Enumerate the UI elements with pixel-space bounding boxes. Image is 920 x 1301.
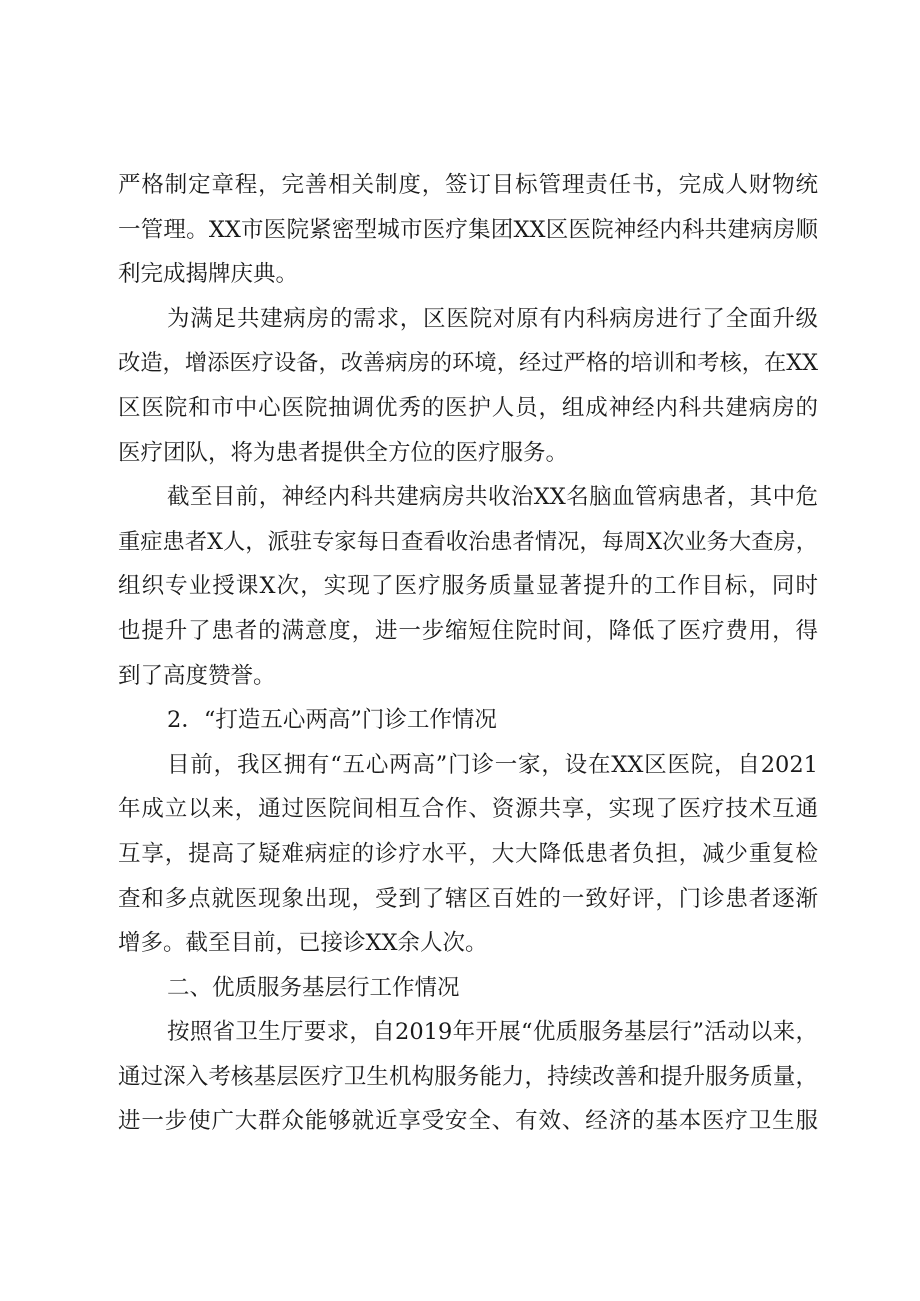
text-line: 通过深入考核基层医疗卫生机构服务能力，持续改善和提升服务质量， [118, 1063, 818, 1090]
text-line: 改造，增添医疗设备，改善病房的环境，经过严格的培训和考核，在XX [118, 350, 818, 377]
paragraph [118, 1010, 818, 1144]
text-line: 为满足共建病房的需求，区医院对原有内科病房进行了全面升级 [167, 305, 818, 332]
text-line: 进一步使广大群众能够就近享受安全、有效、经济的基本医疗卫生服 [118, 1108, 818, 1135]
text-line: 严格制定章程，完善相关制度，签订目标管理责任书，完成人财物统 [118, 172, 818, 198]
paragraph [118, 163, 818, 297]
text-line: 按照省卫生厅要求，自2019年开展“优质服务基层行”活动以来， [167, 1019, 818, 1046]
text-line: 到了高度赞誉。 [118, 662, 276, 689]
document-body [118, 163, 818, 1144]
text-line: 利完成揭牌庆典。 [118, 261, 299, 288]
paragraph [118, 743, 818, 966]
section-title: 二、优质服务基层行工作情况 [167, 974, 460, 1001]
subsection-heading [118, 698, 818, 743]
text-line: 区医院和市中心医院抽调优秀的医护人员，组成神经内科共建病房的 [118, 394, 818, 421]
text-line: 也提升了患者的满意度，进一步缩短住院时间，降低了医疗费用，得 [118, 617, 818, 644]
text-line: 组织专业授课X次，实现了医疗服务质量显著提升的工作目标，同时 [118, 573, 818, 600]
text-line: 医疗团队，将为患者提供全方位的医疗服务。 [118, 439, 569, 466]
subsection-title: 2．“打造五心两高”门诊工作情况 [167, 707, 497, 734]
paragraph [118, 475, 818, 698]
paragraph [118, 297, 818, 475]
text-line: 目前，我区拥有“五心两高”门诊一家，设在XX区医院，自2021 [167, 751, 818, 778]
text-line: 互享，提高了疑难病症的诊疗水平，大大降低患者负担，减少重复检 [118, 840, 818, 867]
text-line: 年成立以来，通过医院间相互合作、资源共享，实现了医疗技术互通 [118, 796, 818, 823]
text-line: 增多。截至目前，已接诊XX余人次。 [118, 930, 488, 957]
text-line: 一管理。XX市医院紧密型城市医疗集团XX区医院神经内科共建病房顺 [118, 216, 818, 243]
text-line: 截至目前，神经内科共建病房共收治XX名脑血管病患者，其中危 [167, 484, 818, 511]
section-heading [118, 966, 818, 1011]
text-line: 查和多点就医现象出现，受到了辖区百姓的一致好评，门诊患者逐渐 [118, 885, 818, 912]
text-line: 重症患者X人，派驻专家每日查看收治患者情况，每周X次业务大查房， [118, 528, 818, 555]
